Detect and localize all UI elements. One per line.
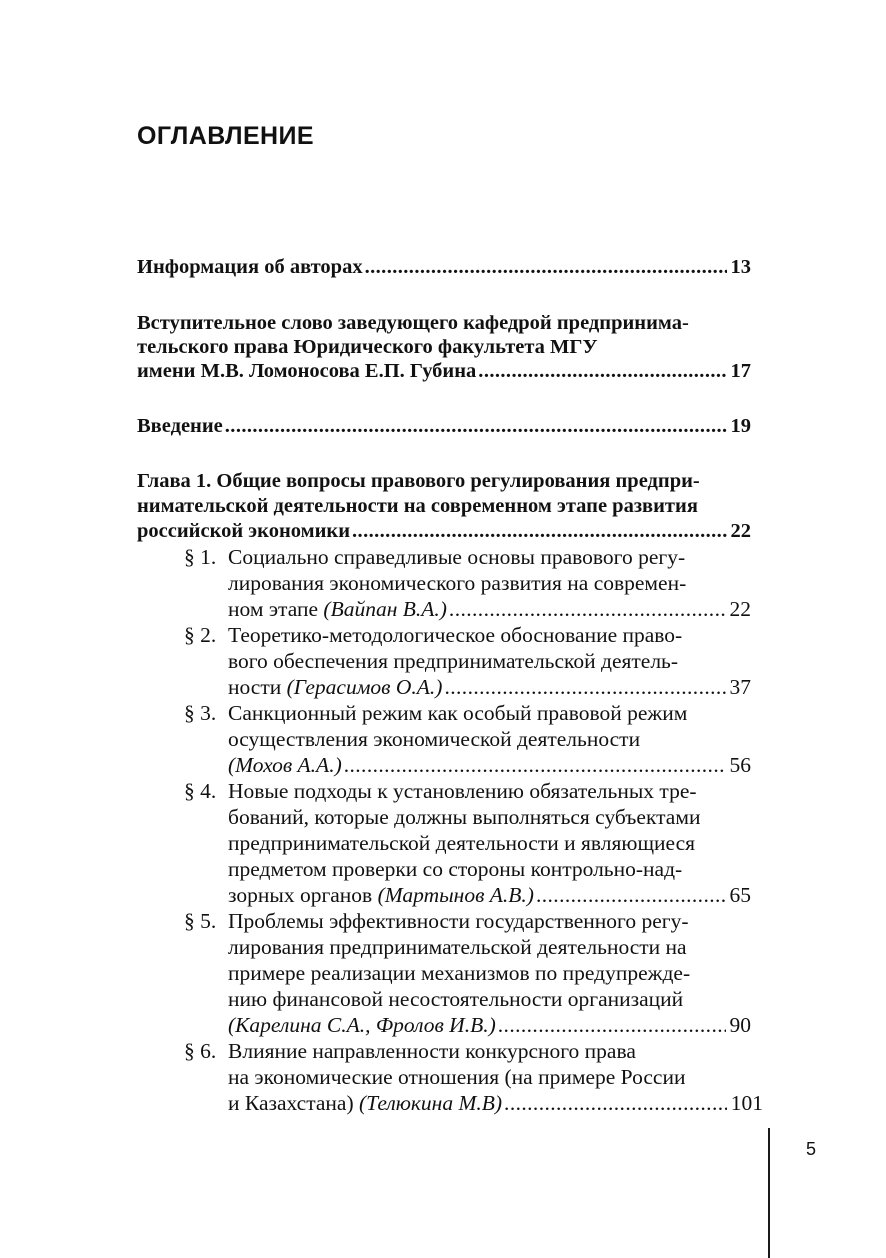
section-line: ном этапе: [228, 597, 319, 621]
toc-entry-title: Введение: [137, 415, 223, 437]
section-line: на экономические отношения (на примере России: [228, 1065, 686, 1089]
toc-section-6: [228, 1090, 763, 1116]
leader-dots: [478, 358, 726, 384]
toc-section-4: [228, 882, 751, 908]
section-number: § 6.: [184, 1039, 217, 1063]
toc-entry-foreword-line: Вступительное слово заведующего кафедрой предпринима-: [137, 312, 689, 334]
page-number: 90: [729, 1013, 751, 1037]
page-number: 65: [729, 883, 751, 907]
toc-entry-chapter-line: нимательской деятельности на современном этапе развития: [137, 495, 698, 517]
section-line: вого обеспечения предпринимательской деятель-: [228, 649, 679, 673]
page-number: 56: [729, 753, 751, 777]
section-line: Социально справедливые основы правового регу-: [228, 545, 686, 569]
section-author: (Карелина С.А., Фролов И.В.): [228, 1013, 496, 1037]
leader-dots: [498, 1012, 726, 1038]
page-title: ОГЛАВЛЕНИЕ: [137, 122, 314, 150]
section-line: Влияние направленности конкурсного права: [228, 1039, 636, 1063]
leader-dots: [365, 254, 727, 280]
toc-section-3: [228, 752, 751, 778]
section-line: предпринимательской деятельности и являющиеся: [228, 831, 696, 855]
toc-section-2: [228, 674, 751, 700]
section-author: (Мохов А.А.): [228, 753, 342, 777]
section-line: бований, которые должны выполняться субъектами: [228, 805, 701, 829]
section-number: § 2.: [184, 623, 217, 647]
section-line: и Казахстана): [228, 1091, 354, 1115]
toc-entry-title: российской экономики: [137, 520, 351, 542]
section-line: Новые подходы к установлению обязательных тре-: [228, 779, 697, 803]
section-line: ности: [228, 675, 282, 699]
page-number: 22: [730, 520, 751, 542]
section-line: примере реализации механизмов по предупрежде-: [228, 961, 691, 985]
leader-dots: [352, 518, 726, 544]
section-line: нию финансовой несостоятельности организаций: [228, 987, 684, 1011]
section-line: осуществления экономической деятельности: [228, 727, 641, 751]
page-number: 19: [730, 415, 751, 437]
section-line: лирования экономического развития на современ-: [228, 571, 687, 595]
section-number: § 1.: [184, 545, 217, 569]
leader-dots: [536, 882, 726, 908]
toc-entry-chapter-1: [137, 518, 751, 544]
toc-section-1: [228, 596, 751, 622]
section-number: § 4.: [184, 779, 217, 803]
page-number: 101: [730, 1091, 763, 1115]
page-number: 37: [729, 675, 751, 699]
section-line: лирования предпринимательской деятельности на: [228, 935, 687, 959]
page-number: 13: [730, 256, 751, 278]
folio-rule: [768, 1128, 770, 1258]
leader-dots: [449, 596, 726, 622]
toc-entry-title: Информация об авторах: [137, 256, 363, 278]
section-author: (Мартынов А.В.): [377, 883, 534, 907]
toc-section-5: [228, 1012, 751, 1038]
toc-entry-foreword-line: тельского права Юридического факультета МГУ: [137, 336, 598, 358]
section-author: (Телюкина М.В): [358, 1091, 503, 1115]
section-line: Теоретико-методологическое обоснование право-: [228, 623, 683, 647]
toc-entry-intro: [137, 413, 751, 439]
page-number: 22: [729, 597, 751, 621]
section-author: (Герасимов О.А.): [286, 675, 443, 699]
section-line: зорных органов: [228, 883, 373, 907]
section-number: § 3.: [184, 701, 217, 725]
section-line: предметом проверки со стороны контрольно-над-: [228, 857, 683, 881]
section-line: Санкционный режим как особый правовой режим: [228, 701, 688, 725]
leader-dots: [344, 752, 726, 778]
leader-dots: [444, 674, 725, 700]
folio-page-number: 5: [806, 1139, 817, 1159]
toc-entry-authors: [137, 254, 751, 280]
page-number: 17: [730, 360, 751, 382]
section-line: Проблемы эффективности государственного регу-: [228, 909, 689, 933]
leader-dots: [225, 413, 727, 439]
toc-entry-foreword: [137, 358, 751, 384]
leader-dots: [504, 1090, 727, 1116]
toc-entry-chapter-line: Глава 1. Общие вопросы правового регулирования предпри-: [137, 470, 700, 492]
section-author: (Вайпан В.А.): [323, 597, 447, 621]
toc-entry-title: имени М.В. Ломоносова Е.П. Губина: [137, 360, 477, 382]
section-number: § 5.: [184, 909, 217, 933]
